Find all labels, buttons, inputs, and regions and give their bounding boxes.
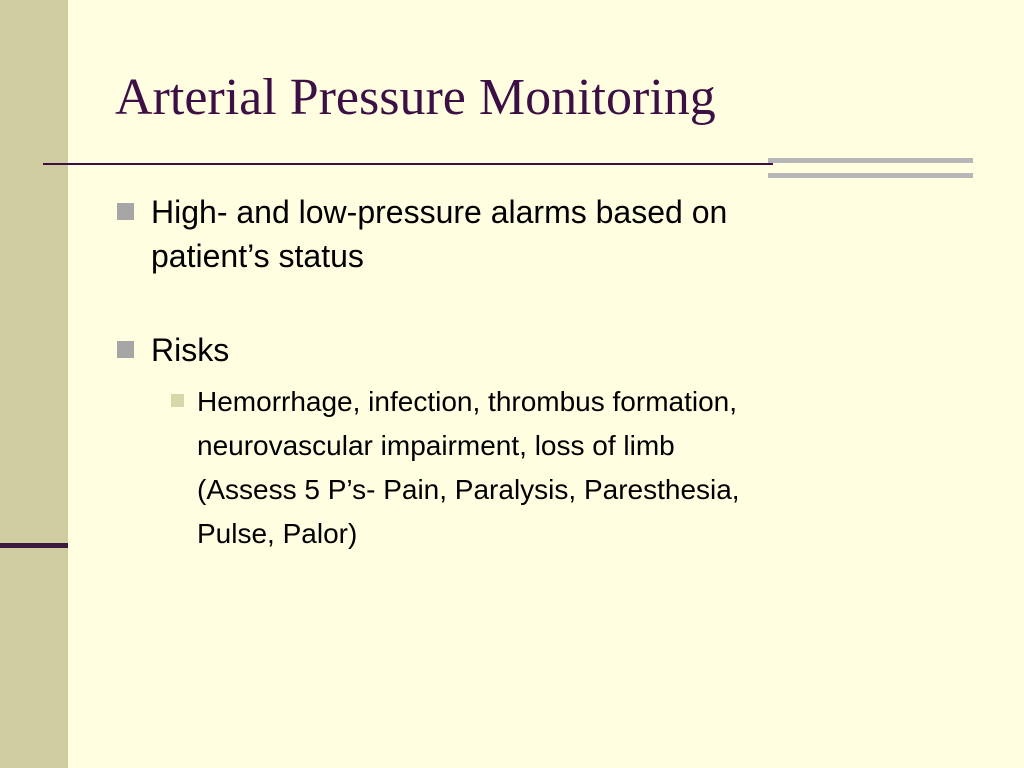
bullet-risks [115,328,935,372]
slide-title: Arterial Pressure Monitoring [115,69,716,126]
sub-bullet-text-line: Hemorrhage, infection, thrombus formation, [197,386,738,417]
sub-bullet-risk-details [160,380,935,556]
accent-rule-top [768,158,973,163]
left-accent-tick [0,543,68,548]
bullet-alarms [115,190,935,278]
small-square-bullet-icon [171,394,184,407]
bullet-text-line: patient’s status [151,238,364,274]
slide-body [115,190,935,556]
sub-bullet-text-line: (Assess 5 P’s- Pain, Paralysis, Paresthesia, [197,474,740,505]
accent-rule-bottom [768,173,973,178]
sub-bullet-text-line: Pulse, Palor) [197,518,358,549]
left-decorative-band [0,0,68,768]
bullet-text-line: High- and low-pressure alarms based on [151,194,728,230]
square-bullet-icon [117,341,134,358]
bullet-text-line: Risks [151,332,230,368]
square-bullet-icon [117,203,134,220]
sub-bullet-text-line: neurovascular impairment, loss of limb [197,430,675,461]
title-underline [43,163,773,165]
